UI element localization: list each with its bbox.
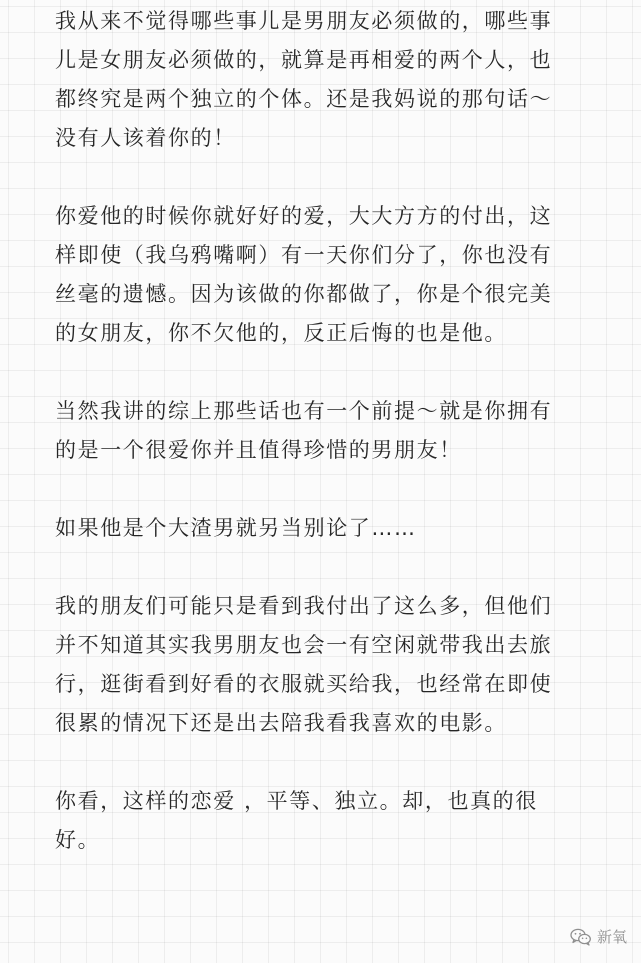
paragraph-6 bbox=[55, 782, 595, 860]
paragraph-line: 当然我讲的综上那些话也有一个前提～就是你拥有 bbox=[55, 399, 553, 423]
paragraph-line: 很累的情况下还是出去陪我看我喜欢的电影。 bbox=[55, 711, 507, 735]
paragraph-line: 我的朋友们可能只是看到我付出了这么多，但他们 bbox=[55, 594, 553, 618]
paragraph-line: 你看，这样的恋爱 ，平等、独立。却，也真的很 bbox=[55, 789, 538, 813]
paragraph-line: 丝毫的遗憾。因为该做的你都做了，你是个很完美 bbox=[55, 282, 553, 306]
paragraph-spacer bbox=[55, 548, 595, 587]
paragraph-4 bbox=[55, 509, 595, 548]
paragraph-line: 都终究是两个独立的个体。还是我妈说的那句话～ bbox=[55, 87, 553, 111]
watermark bbox=[570, 926, 627, 947]
paragraph-line: 的是一个很爱你并且值得珍惜的男朋友！ bbox=[55, 438, 462, 462]
paragraph-line: 好。 bbox=[55, 828, 101, 852]
wechat-icon bbox=[570, 928, 592, 946]
watermark-text: 新氧 bbox=[596, 928, 627, 946]
paragraph-line: 如果他是个大渣男就另当别论了…… bbox=[55, 516, 417, 540]
paragraph-line: 并不知道其实我男朋友也会一有空闲就带我出去旅 bbox=[55, 633, 553, 657]
paragraph-2 bbox=[55, 197, 595, 353]
paragraph-line: 儿是女朋友必须做的，就算是再相爱的两个人，也 bbox=[55, 48, 553, 72]
paragraph-1 bbox=[55, 0, 595, 158]
paragraph-line: 我从来不觉得哪些事儿是男朋友必须做的，哪些事 bbox=[55, 9, 553, 33]
paragraph-line: 样即使（我乌鸦嘴啊）有一天你们分了，你也没有 bbox=[55, 243, 553, 267]
article-body bbox=[55, 0, 595, 860]
paragraph-line: 的女朋友，你不欠他的，反正后悔的也是他。 bbox=[55, 321, 507, 345]
paragraph-line: 你爱他的时候你就好好的爱，大大方方的付出，这 bbox=[55, 204, 553, 228]
paragraph-spacer bbox=[55, 353, 595, 392]
paragraph-line: 行，逛街看到好看的衣服就买给我，也经常在即使 bbox=[55, 672, 553, 696]
paragraph-spacer bbox=[55, 470, 595, 509]
paragraph-spacer bbox=[55, 743, 595, 782]
paragraph-line: 没有人该着你的！ bbox=[55, 126, 236, 150]
paragraph-5 bbox=[55, 587, 595, 743]
paragraph-3 bbox=[55, 392, 595, 470]
paragraph-spacer bbox=[55, 158, 595, 197]
